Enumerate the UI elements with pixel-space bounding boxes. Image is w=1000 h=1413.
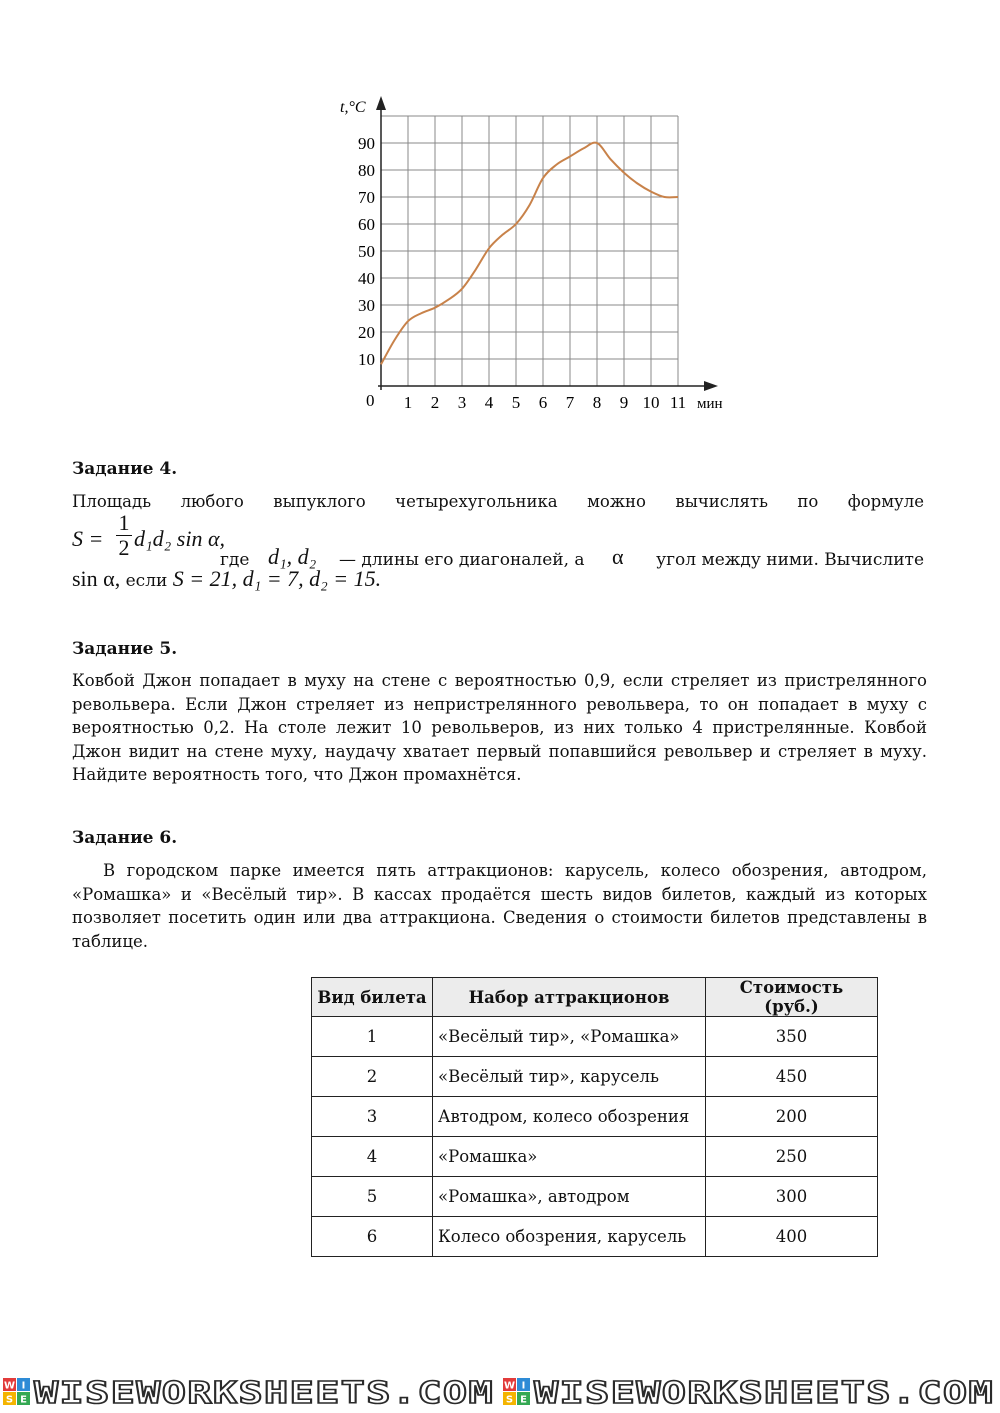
temperature-graph	[330, 90, 750, 420]
fraction-denominator: 2	[118, 535, 130, 560]
table-row	[312, 1057, 878, 1097]
angle-text: угол между ними. Вычислите	[656, 550, 924, 570]
wise-logo-icon	[503, 1378, 530, 1406]
y-axis-arrow	[376, 96, 386, 110]
watermark-text: WISEWORKSHEETS.COM	[534, 1376, 994, 1411]
x-tick-label: 7	[565, 393, 575, 412]
attractions-cell: «Ромашка»	[433, 1137, 706, 1177]
if-word: если	[120, 571, 173, 591]
svg-text:E: E	[520, 1394, 527, 1406]
header-ticket-type: Вид билета	[312, 978, 433, 1017]
svg-text:I: I	[21, 1380, 26, 1392]
task4-formula-line	[72, 510, 932, 570]
x-tick-label: 6	[538, 393, 548, 412]
attractions-cell: «Весёлый тир», «Ромашка»	[433, 1017, 706, 1057]
y-tick-label: 10	[358, 350, 375, 369]
x-tick-label: 8	[592, 393, 602, 412]
x-tick-label: 11	[669, 393, 687, 412]
x-tick-label: 9	[619, 393, 629, 412]
formula-rest: d₁d₂ sin α,	[134, 526, 226, 551]
cost-cell: 200	[706, 1097, 878, 1137]
ticket-type-cell: 4	[312, 1137, 433, 1177]
svg-text:I: I	[521, 1380, 526, 1392]
y-tick-labels	[358, 134, 375, 369]
d-variables: d₁, d₂	[268, 544, 317, 569]
cost-cell: 350	[706, 1017, 878, 1057]
table-header-row	[312, 978, 878, 1017]
y-tick-label: 90	[358, 134, 375, 153]
table-row	[312, 1137, 878, 1177]
origin-label: 0	[366, 391, 375, 410]
header-cost: Стоимость (руб.)	[706, 978, 878, 1017]
attractions-cell: Колесо обозрения, карусель	[433, 1217, 706, 1257]
wise-logo-icon	[3, 1378, 30, 1406]
watermark-footer	[0, 1370, 1000, 1413]
cost-cell: 300	[706, 1177, 878, 1217]
ticket-type-cell: 3	[312, 1097, 433, 1137]
graph-grid	[381, 116, 678, 386]
task4-line1: Площадь любого выпуклого четырехугольника можно вычислять по формуле	[72, 492, 924, 511]
task6-text: В городском парке имеется пять аттракционов: карусель, колесо обозрения, автодром, «Ромашка» и «Весёлый тир». В кассах продаётся шесть видов билетов, каждый из которых позволяет посетить один или два аттракциона. Сведения о стоимости билетов представлены в таблице.	[72, 861, 927, 951]
formula-fraction	[116, 512, 132, 559]
svg-text:W: W	[3, 1380, 16, 1392]
task5-title: Задание 5.	[72, 639, 178, 659]
ticket-type-cell: 5	[312, 1177, 433, 1217]
tickets-table	[311, 977, 878, 1257]
x-axis-arrow	[704, 381, 718, 391]
y-tick-label: 60	[358, 215, 375, 234]
y-tick-label: 80	[358, 161, 375, 180]
ticket-type-cell: 2	[312, 1057, 433, 1097]
fraction-numerator: 1	[118, 510, 130, 535]
attractions-cell: Автодром, колесо обозрения	[433, 1097, 706, 1137]
task4-values-line	[72, 566, 672, 598]
y-tick-label: 30	[358, 296, 375, 315]
watermark-text: WISEWORKSHEETS.COM	[34, 1376, 494, 1411]
table-row	[312, 1177, 878, 1217]
attractions-cell: «Весёлый тир», карусель	[433, 1057, 706, 1097]
formula-s: S =	[72, 526, 104, 551]
cost-cell: 450	[706, 1057, 878, 1097]
where-word: где	[220, 550, 250, 570]
given-values: S = 21, d₁ = 7, d₂ = 15.	[172, 566, 382, 591]
table-row	[312, 1017, 878, 1057]
task4-title: Задание 4.	[72, 459, 178, 479]
ticket-type-cell: 6	[312, 1217, 433, 1257]
diagonal-description: — длины его диагоналей, а	[339, 550, 585, 570]
ticket-type-cell: 1	[312, 1017, 433, 1057]
y-axis-label: t,°C	[340, 99, 366, 116]
svg-text:W: W	[503, 1380, 516, 1392]
y-tick-label: 40	[358, 269, 375, 288]
x-tick-labels	[404, 393, 686, 412]
x-tick-label: 2	[430, 393, 440, 412]
x-tick-label: 10	[642, 393, 660, 412]
x-axis-label: мин	[697, 396, 723, 412]
x-tick-label: 1	[403, 393, 413, 412]
svg-text:S: S	[5, 1394, 14, 1406]
temperature-curve	[381, 143, 678, 365]
svg-text:S: S	[505, 1394, 514, 1406]
y-tick-label: 70	[358, 188, 375, 207]
svg-text:E: E	[20, 1394, 27, 1406]
cost-cell: 400	[706, 1217, 878, 1257]
sin-alpha: sin α,	[72, 566, 121, 591]
y-tick-label: 50	[358, 242, 375, 261]
cost-cell: 250	[706, 1137, 878, 1177]
attractions-cell: «Ромашка», автодром	[433, 1177, 706, 1217]
y-tick-label: 20	[358, 323, 375, 342]
table-row	[312, 1217, 878, 1257]
x-tick-label: 5	[511, 393, 521, 412]
x-tick-label: 3	[457, 393, 467, 412]
alpha-symbol: α	[612, 544, 624, 569]
task6-title: Задание 6.	[72, 828, 178, 848]
graph-axes	[376, 96, 718, 391]
header-attractions: Набор аттракционов	[433, 978, 706, 1017]
task5-text: Ковбой Джон попадает в муху на стене с вероятностью 0,9, если стреляет из пристрелянного револьвера. Если Джон стреляет из непристрелянного револьвера, то он попадает в муху с вероятностью 0,2. На столе лежит 10 револьверов, из них только 4 пристрелянные. Ковбой Джон видит на стене муху, наудачу хватает первый попавшийся револьвер и стреляет в муху. Найдите вероятность того, что Джон промахнётся.	[72, 671, 927, 784]
table-row	[312, 1097, 878, 1137]
x-tick-label: 4	[484, 393, 494, 412]
